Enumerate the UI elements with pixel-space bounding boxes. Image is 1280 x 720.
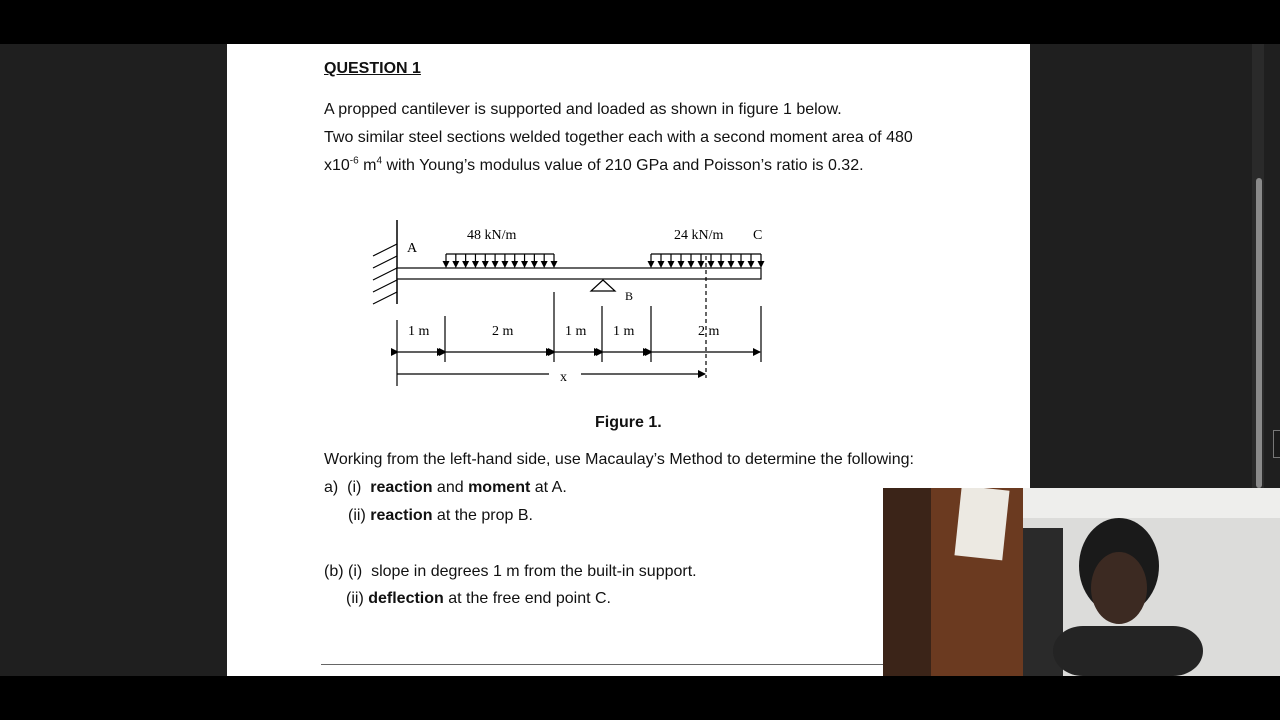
intro-line-2: Two similar steel sections welded together each with a second moment area of 480: [324, 129, 913, 146]
load-arrow-head: [738, 261, 745, 268]
figure-caption: Figure 1.: [595, 414, 662, 431]
load-arrow-head: [728, 261, 735, 268]
load-arrow-head: [482, 261, 489, 268]
intro-line-3-c: with Young’s modulus value of 210 GPa and Poisson’s ratio is 0.32.: [382, 157, 864, 174]
load-arrow-head: [541, 261, 548, 268]
part-a-i: [324, 479, 567, 497]
intro-line-3: [324, 157, 864, 175]
side-panel-handle[interactable]: [1273, 430, 1280, 458]
part-a-i-reaction: reaction: [370, 479, 433, 496]
intro-line-1: A propped cantilever is supported and loaded as shown in figure 1 below.: [324, 101, 842, 118]
load-arrow-head: [501, 261, 508, 268]
load-arrow-head: [472, 261, 479, 268]
load-arrow-head: [678, 261, 685, 268]
load-arrow-head: [668, 261, 675, 268]
part-a-ii-prefix: (ii): [348, 507, 371, 524]
part-b-i: (b) (i) slope in degrees 1 m from the built-in support.: [324, 563, 697, 580]
load-arrow-head: [718, 261, 725, 268]
bottom-bar: [0, 676, 1280, 720]
load-arrow-head: [688, 261, 695, 268]
dim-2: 2 m: [492, 324, 514, 339]
part-a-i-mid: and: [432, 479, 469, 496]
dim-1: 1 m: [408, 324, 430, 339]
load-arrow-head: [521, 261, 528, 268]
load-arrow-head: [452, 261, 459, 268]
label-b: B: [625, 289, 634, 303]
left-margin: [0, 44, 227, 676]
intro-line-3-a: x10: [324, 157, 350, 174]
label-c: C: [753, 228, 763, 243]
load-arrow-head: [462, 261, 469, 268]
dim-5: 2 m: [698, 324, 720, 339]
x-label: x: [560, 370, 567, 385]
part-a-i-moment: moment: [468, 479, 531, 496]
load-arrow-head: [443, 261, 450, 268]
exponent-2: 4: [376, 155, 383, 167]
scrollbar-thumb[interactable]: [1256, 178, 1262, 488]
part-b-ii-deflection: deflection: [368, 590, 444, 607]
load-arrow-head: [698, 261, 705, 268]
question-title: QUESTION 1: [324, 60, 421, 77]
part-a-i-prefix: a) (i): [324, 479, 371, 496]
beam-diagram: [367, 214, 787, 404]
webcam-overlay: [883, 488, 1280, 676]
load-left-label: 48 kN/m: [467, 228, 517, 243]
webcam-feed: [883, 488, 1280, 676]
load-arrow-head: [551, 261, 558, 268]
part-a-ii: [348, 507, 533, 525]
page-divider: [321, 664, 891, 665]
label-a: A: [407, 241, 418, 256]
load-arrow-head: [708, 261, 715, 268]
wall-hatching: [373, 244, 397, 304]
udl-left-arrows: [443, 254, 558, 268]
load-arrow-head: [748, 261, 755, 268]
part-a-i-suffix: at A.: [530, 479, 567, 496]
part-b-ii-prefix: (ii): [346, 590, 369, 607]
load-arrow-head: [758, 261, 765, 268]
load-arrow-head: [658, 261, 665, 268]
intro-line-3-b: m: [358, 157, 377, 174]
load-arrow-head: [492, 261, 499, 268]
load-arrow-head: [648, 261, 655, 268]
load-arrow-head: [511, 261, 518, 268]
part-b-ii-suffix: at the free end point C.: [443, 590, 611, 607]
prop-support-b: [591, 280, 615, 291]
part-b-ii: [346, 590, 611, 608]
load-right-label: 24 kN/m: [674, 228, 724, 243]
part-a-ii-reaction: reaction: [370, 507, 433, 524]
top-bar: [0, 0, 1280, 44]
exponent-1: -6: [349, 155, 359, 167]
load-arrow-head: [531, 261, 538, 268]
part-a-ii-suffix: at the prop B.: [432, 507, 533, 524]
working-instruction: Working from the left-hand side, use Macaulay’s Method to determine the following:: [324, 451, 914, 468]
dim-3: 1 m: [565, 324, 587, 339]
dim-4: 1 m: [613, 324, 635, 339]
